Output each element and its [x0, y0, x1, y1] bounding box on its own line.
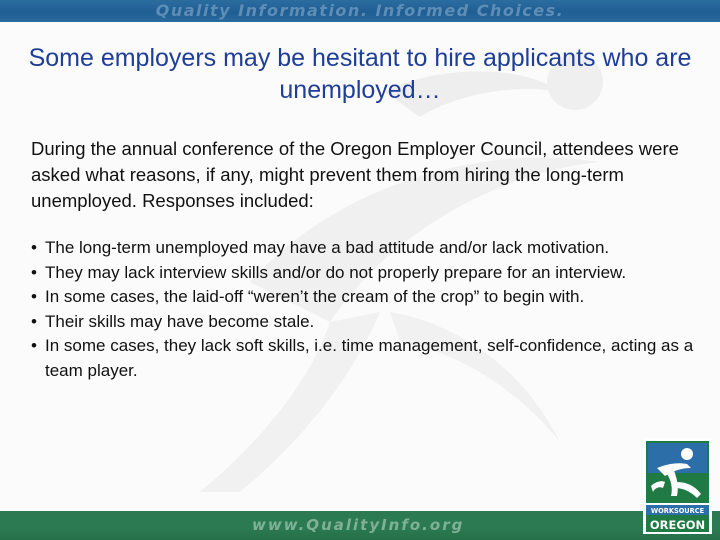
bullet-list	[31, 236, 696, 383]
bottom-band	[0, 511, 720, 540]
footer-url: www.QualityInfo.org	[252, 516, 465, 534]
list-item	[31, 236, 696, 261]
bullet-icon: •	[31, 262, 37, 282]
list-item	[31, 261, 696, 286]
logo-line1: WORKSOURCE	[650, 507, 705, 515]
bullet-text: Their skills may have become stale.	[45, 311, 315, 331]
bullet-icon: •	[31, 311, 37, 331]
bullet-text: In some cases, they lack soft skills, i.e. time management, self-confidence, acting as a team player.	[45, 336, 694, 380]
bullet-icon: •	[31, 336, 37, 355]
list-item	[31, 285, 696, 310]
logo-line2: OREGON	[649, 518, 706, 532]
bullet-text: In some cases, the laid-off “weren’t the cream of the crop” to begin with.	[45, 287, 585, 306]
bullet-text: The long-term unemployed may have a bad attitude and/or lack motivation.	[45, 238, 610, 257]
intro-paragraph: During the annual conference of the Oregon Employer Council, attendees were asked what reasons, if any, might prevent them from hiring the long-term unemployed. Responses included:	[31, 138, 679, 211]
bullet-icon: •	[31, 238, 37, 257]
banner-tagline: Quality Information. Informed Choices.	[155, 1, 565, 20]
worksource-oregon-logo	[643, 438, 712, 534]
bullet-text: They may lack interview skills and/or do not properly prepare for an interview.	[45, 262, 627, 282]
bullet-icon: •	[31, 287, 37, 306]
list-item	[31, 310, 696, 335]
slide-title: Some employers may be hesitant to hire applicants who are unemployed…	[28, 44, 692, 104]
list-item	[31, 334, 696, 383]
top-banner	[0, 0, 720, 22]
